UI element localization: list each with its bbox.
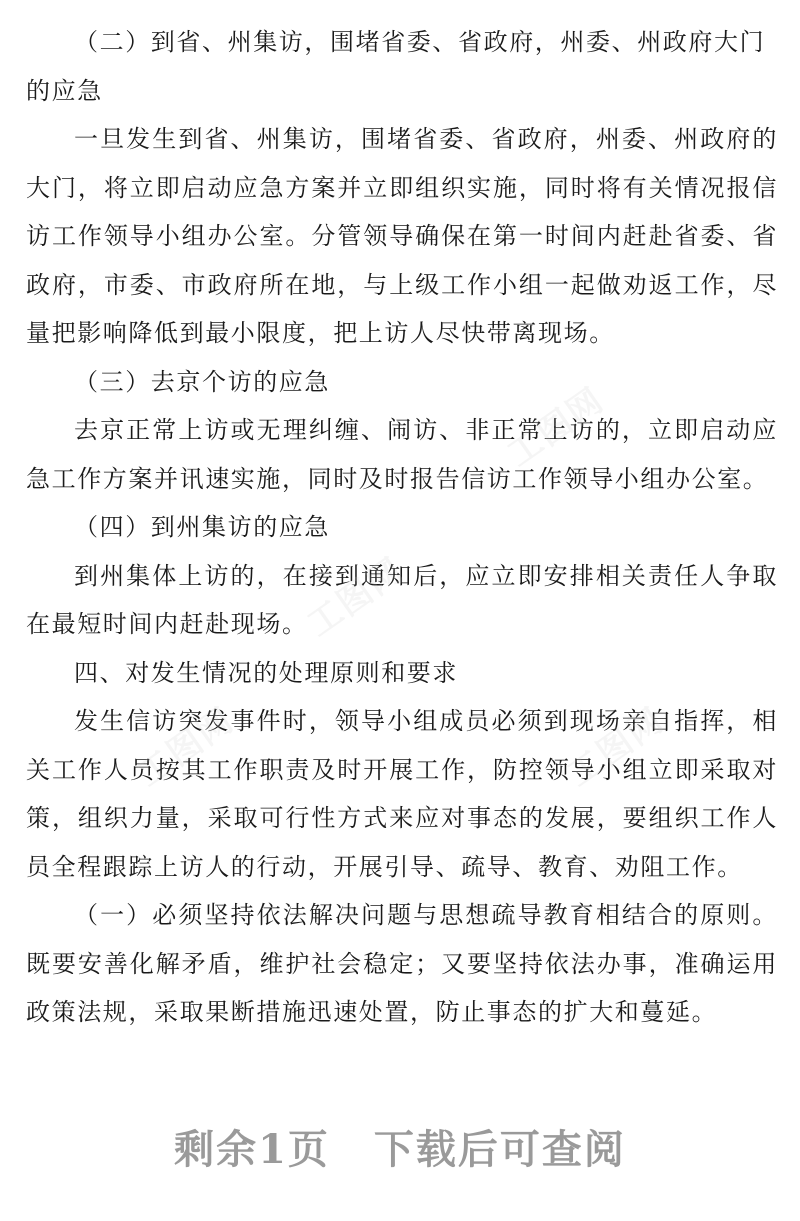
body-paragraph-4: 发生信访突发事件时，领导小组成员必须到现场亲自指挥，相关工作人员按其工作职责及时开展工作，防控领导小组立即采取对策，组织力量，采取可行性方式来应对事态的发展，要组织工作人员全程跟踪上访人的行动，开展引导、疏导、教育、劝阻工作。 [26, 707, 778, 881]
watermark-logo: 工图网 [560, 700, 672, 795]
watermark-logo: 工图网 [130, 700, 242, 795]
watermark-logo: 工图网 [500, 380, 612, 475]
body-paragraph-2: 去京正常上访或无理纠缠、闹访、非正常上访的，立即启动应急工作方案并讯速实施，同时及时报告信访工作领导小组办公室。 [26, 416, 778, 493]
remaining-pages-text: 剩余1页 [174, 1126, 330, 1173]
cut-off-previous-line [30, 0, 770, 6]
download-to-view-text[interactable]: 下载后可查阅 [373, 1126, 626, 1173]
document-body [26, 18, 778, 1037]
download-prompt[interactable] [0, 1118, 800, 1175]
body-paragraph-1: 一旦发生到省、州集访，围堵省委、省政府，州委、州政府的大门，将立即启动应急方案并立即组织实施，同时将有关情况报信访工作领导小组办公室。分管领导确保在第一时间内赶赴省委、省政府，市委、市政府所在地，与上级工作小组一起做劝返工作，尽量把影响降低到最小限度，把上访人尽快带离现场。 [26, 125, 778, 347]
section-heading-4: （四）到州集访的应急 [74, 513, 330, 541]
body-paragraph-5: （一）必须坚持依法解决问题与思想疏导教育相结合的原则。既要安善化解矛盾，维护社会稳定；又要坚持依法办事，准确运用政策法规，采取果断措施迅速处置，防止事态的扩大和蔓延。 [26, 901, 778, 1026]
watermark-logo: 工图网 [300, 550, 412, 645]
body-paragraph-3: 到州集体上访的，在接到通知后，应立即安排相关责任人争取在最短时间内赶赴现场。 [26, 561, 778, 638]
section-heading-2: （二）到省、州集访，围堵省委、省政府，州委、州政府大门的应急 [26, 28, 766, 105]
section-heading-principles: 四、对发生情况的处理原则和要求 [74, 658, 458, 687]
section-heading-3: （三）去京个访的应急 [74, 367, 330, 396]
